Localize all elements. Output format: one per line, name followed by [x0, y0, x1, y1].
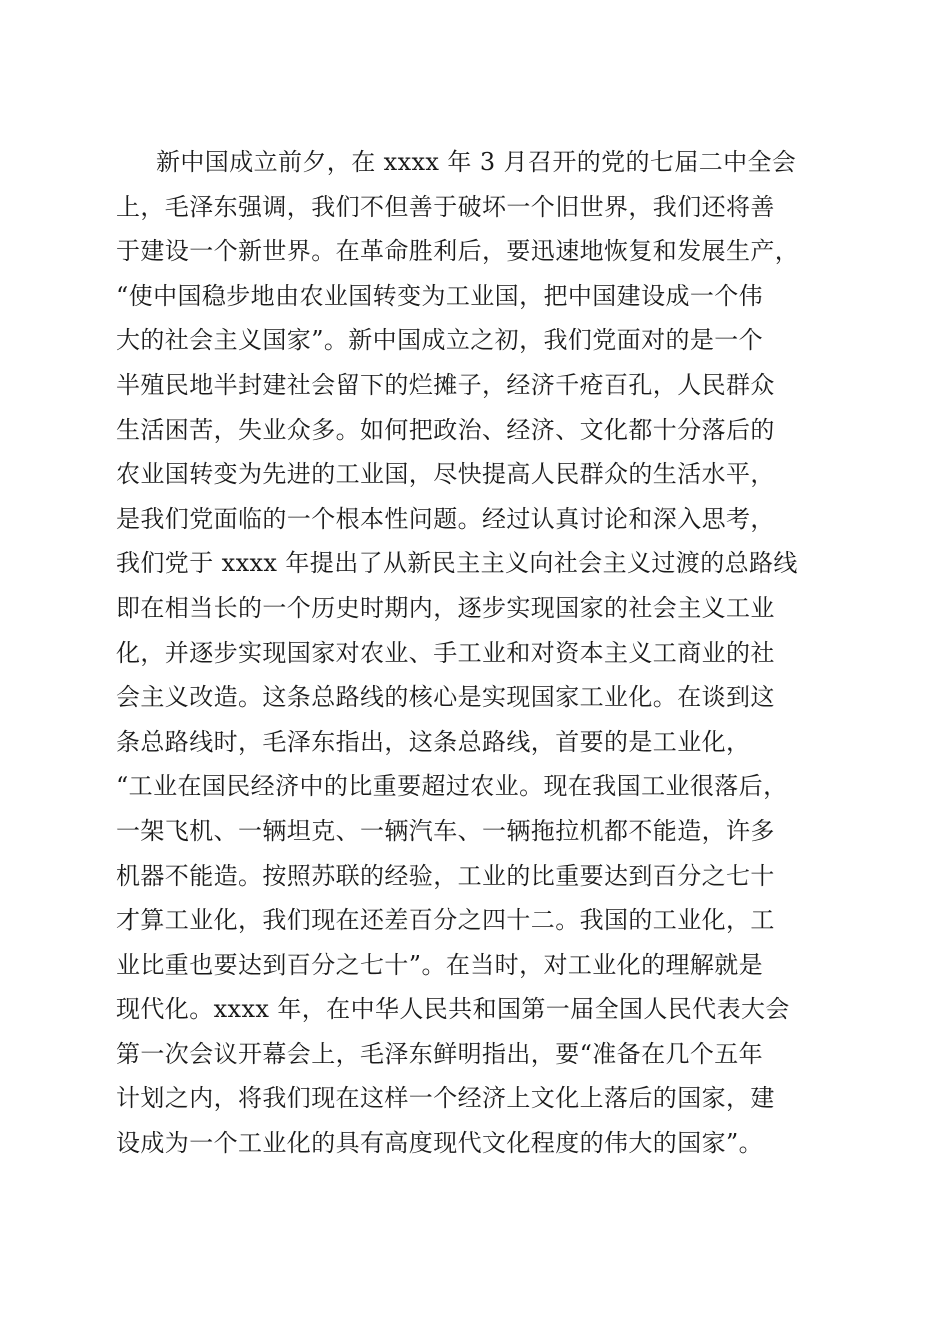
- paragraph-line: 即在相当长的一个历史时期内，逐步实现国家的社会主义工业: [116, 593, 775, 622]
- body-paragraph: [116, 140, 836, 1166]
- paragraph-line: 现代化。xxxx 年，在中华人民共和国第一届全国人民代表大会: [116, 995, 790, 1024]
- paragraph-line: 第一次会议开幕会上，毛泽东鲜明指出，要“准备在几个五年: [116, 1039, 764, 1068]
- paragraph-line: 才算工业化，我们现在还差百分之四十二。我国的工业化，工: [116, 906, 775, 935]
- paragraph-line: 我们党于 xxxx 年提出了从新民主主义向社会主义过渡的总路线: [116, 549, 798, 578]
- paragraph-line: 机器不能造。按照苏联的经验，工业的比重要达到百分之七十: [116, 861, 775, 890]
- paragraph-line: 设成为一个工业化的具有高度现代文化程度的伟大的国家”。: [116, 1129, 764, 1158]
- paragraph-line: “使中国稳步地由农业国转变为工业国，把中国建设成一个伟: [116, 281, 764, 310]
- paragraph-line: 一架飞机、一辆坦克、一辆汽车、一辆拖拉机都不能造，许多: [116, 816, 775, 845]
- paragraph-line: 半殖民地半封建社会留下的烂摊子，经济千疮百孔，人民群众: [116, 370, 775, 399]
- paragraph-line: 会主义改造。这条总路线的核心是实现国家工业化。在谈到这: [116, 683, 775, 712]
- paragraph-line: 大的社会主义国家”。新中国成立之初，我们党面对的是一个: [116, 326, 764, 355]
- paragraph-line: 生活困苦，失业众多。如何把政治、经济、文化都十分落后的: [116, 415, 775, 444]
- paragraph-line: 条总路线时，毛泽东指出，这条总路线，首要的是工业化，: [116, 727, 751, 756]
- paragraph-line: 新中国成立前夕，在 xxxx 年 3 月召开的党的七届二中全会: [156, 148, 797, 176]
- paragraph-line: 计划之内，将我们现在这样一个经济上文化上落后的国家，建: [116, 1084, 775, 1113]
- paragraph-line: 农业国转变为先进的工业国，尽快提高人民群众的生活水平，: [116, 460, 775, 489]
- paragraph-line: 是我们党面临的一个根本性问题。经过认真讨论和深入思考，: [116, 504, 775, 533]
- paragraph-line: 业比重也要达到百分之七十”。在当时，对工业化的理解就是: [116, 950, 764, 979]
- paragraph-line: “工业在国民经济中的比重要超过农业。现在我国工业很落后，: [116, 772, 788, 801]
- paragraph-line: 上，毛泽东强调，我们不但善于破坏一个旧世界，我们还将善: [116, 192, 775, 221]
- paragraph-line: 于建设一个新世界。在革命胜利后，要迅速地恢复和发展生产，: [116, 237, 800, 266]
- paragraph-line: 化，并逐步实现国家对农业、手工业和对资本主义工商业的社: [116, 638, 775, 667]
